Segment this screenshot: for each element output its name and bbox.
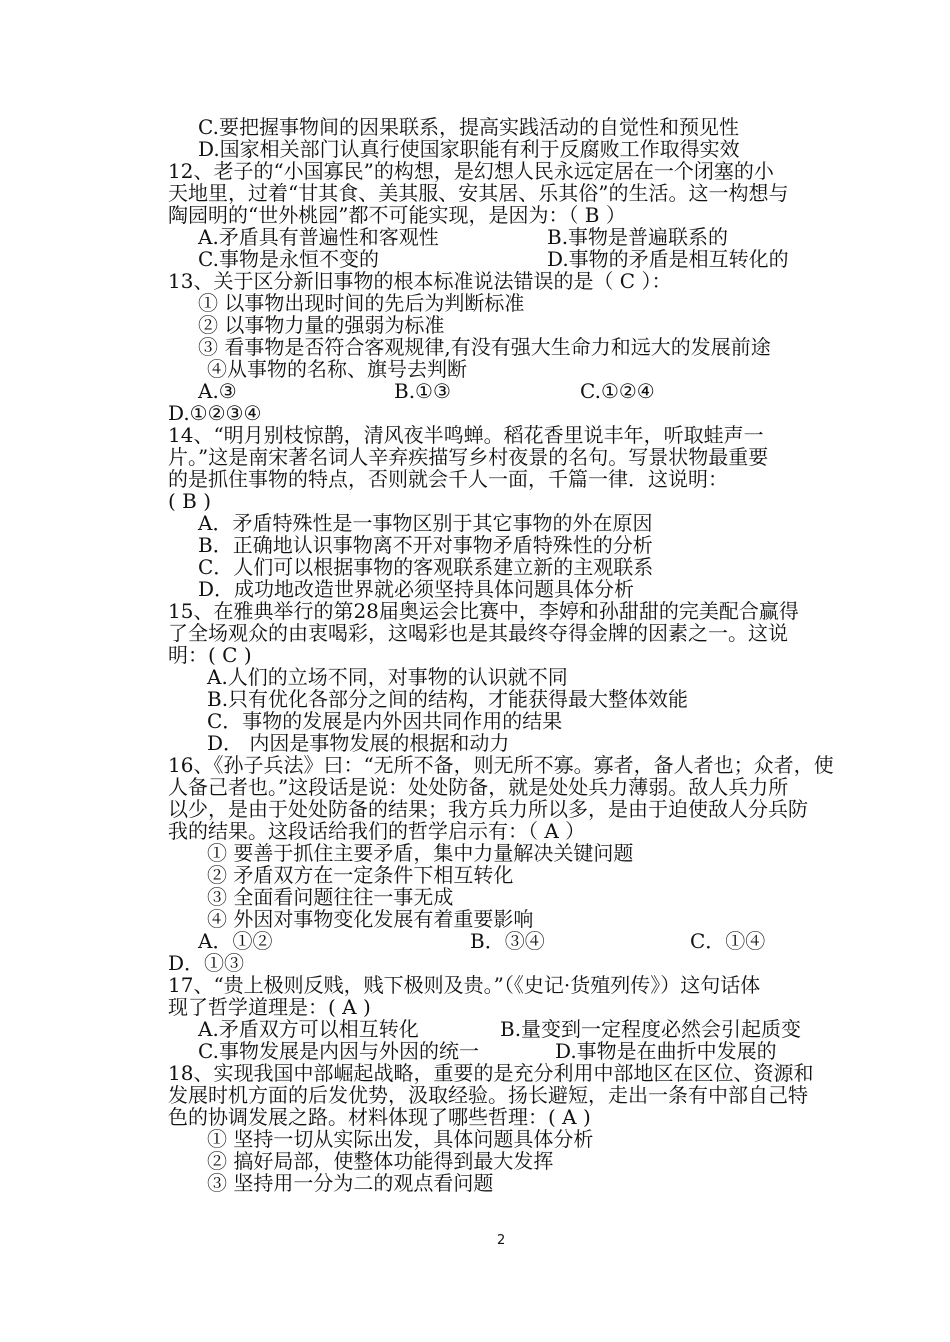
text-line: 13、关于区分新旧事物的根本标准说法错误的是（ C ）： — [168, 269, 672, 293]
option-a: A.矛盾双方可以相互转化 — [198, 1017, 419, 1041]
text-line: C.要把握事物间的因果联系，提高实践活动的自觉性和预见性 — [198, 115, 739, 139]
option-d: D．①③ — [168, 951, 245, 975]
text-line: ③ 看事物是否符合客观规律,有没有强大生命力和远大的发展前途 — [198, 335, 771, 359]
option-d: D．成功地改造世界就必须坚持具体问题具体分析 — [198, 577, 635, 601]
option-d: D.事物是在曲折中发展的 — [555, 1039, 777, 1063]
text-line: 我的结果。这段话给我们的哲学启示有：（ A ） — [168, 819, 586, 843]
option-c: C.事物发展是内因与外因的统一 — [198, 1039, 479, 1063]
option-a: A．矛盾特殊性是一事物区别于其它事物的外在原因 — [198, 511, 653, 535]
option-c: C．人们可以根据事物的客观联系建立新的主观联系 — [198, 555, 654, 579]
option-b: B．正确地认识事物离不开对事物矛盾特殊性的分析 — [198, 533, 653, 557]
text-line: 17、“贵上极则反贱，贱下极则及贵。”（《史记·货殖列传》）这句话体 — [168, 973, 761, 997]
text-line: 了全场观众的由衷喝彩，这喝彩也是其最终夺得金牌的因素之一。这说 — [168, 621, 788, 645]
option-c: C．①④ — [690, 929, 766, 953]
option-c: C.事物是永恒不变的 — [198, 247, 379, 271]
option-b: B.①③ — [394, 379, 451, 403]
option-c: C.①②④ — [580, 379, 655, 403]
text-line: ④从事物的名称、旗号去判断 — [207, 357, 467, 381]
option-a: A.人们的立场不同，对事物的认识就不同 — [207, 665, 568, 689]
text-line: ④ 外因对事物变化发展有着重要影响 — [207, 907, 534, 931]
text-line: 人备己者也。”这段话是说：处处防备，就是处处兵力薄弱。敌人兵力所 — [168, 775, 789, 799]
text-line: 以少，是由于处处防备的结果；我方兵力所以多，是由于迫使敌人分兵防 — [168, 797, 808, 821]
text-line: ① 要善于抓住主要矛盾，集中力量解决关键问题 — [207, 841, 634, 865]
text-line: 发展时机方面的后发优势，汲取经验。扬长避短，走出一条有中部自己特 — [168, 1083, 808, 1107]
option-d: D． 内因是事物发展的根据和动力 — [207, 731, 510, 755]
text-line: ③ 全面看问题往往一事无成 — [207, 885, 454, 909]
text-line: ③ 坚持用一分为二的观点看问题 — [207, 1171, 494, 1195]
option-d: D.事物的矛盾是相互转化的 — [547, 247, 789, 271]
option-b: B．③④ — [470, 929, 545, 953]
text-line: 12、老子的“小国寡民”的构想，是幻想人民永远定居在一个闭塞的小 — [168, 159, 774, 183]
option-d: D.①②③④ — [168, 401, 262, 425]
text-line: 明：( C ) — [168, 643, 252, 667]
text-line: 陶园明的“世外桃园”都不可能实现，是因为：（ B ） — [168, 203, 626, 227]
option-a: A.③ — [198, 379, 237, 403]
page-number: 2 — [497, 1233, 506, 1248]
option-b: B.事物是普遍联系的 — [547, 225, 729, 249]
text-line: 色的协调发展之路。材料体现了哪些哲理：( A ) — [168, 1105, 591, 1129]
option-b: B.量变到一定程度必然会引起质变 — [500, 1017, 802, 1041]
option-b: B.只有优化各部分之间的结构，才能获得最大整体效能 — [207, 687, 689, 711]
text-line: 片。”这是南宋著名词人辛弃疾描写乡村夜景的名句。写景状物最重要 — [168, 445, 769, 469]
text-line: ① 以事物出现时间的先后为判断标准 — [198, 291, 525, 315]
text-line: 的是抓住事物的特点，否则就会千人一面，千篇一律．这说明： — [168, 467, 728, 491]
text-line: D.国家相关部门认真行使国家职能有利于反腐败工作取得实效 — [198, 137, 740, 161]
text-line: 天地里，过着“甘其食、美其服、安其居、乐其俗”的生活。这一构想与 — [168, 181, 789, 205]
text-line: 15、在雅典举行的第28届奥运会比赛中，李婷和孙甜甜的完美配合赢得 — [168, 599, 799, 623]
text-line: ( B ) — [168, 489, 212, 513]
text-line: ① 坚持一切从实际出发，具体问题具体分析 — [207, 1127, 594, 1151]
option-a: A．①② — [198, 929, 273, 953]
text-line: 14、“明月别枝惊鹊，清风夜半鸣蝉。稻花香里说丰年，听取蛙声一 — [168, 423, 764, 447]
text-line: 现了哲学道理是：( A ) — [168, 995, 371, 1019]
option-c: C．事物的发展是内外因共同作用的结果 — [207, 709, 563, 733]
text-line: ② 搞好局部，使整体功能得到最大发挥 — [207, 1149, 554, 1173]
text-line: ② 以事物力量的强弱为标准 — [198, 313, 445, 337]
text-line: ② 矛盾双方在一定条件下相互转化 — [207, 863, 514, 887]
text-line: 18、实现我国中部崛起战略，重要的是充分利用中部地区在区位、资源和 — [168, 1061, 814, 1085]
option-a: A.矛盾具有普遍性和客观性 — [198, 225, 439, 249]
text-line: 16、《孙子兵法》曰：“无所不备，则无所不寡。寡者，备人者也；众者，使 — [168, 753, 834, 777]
